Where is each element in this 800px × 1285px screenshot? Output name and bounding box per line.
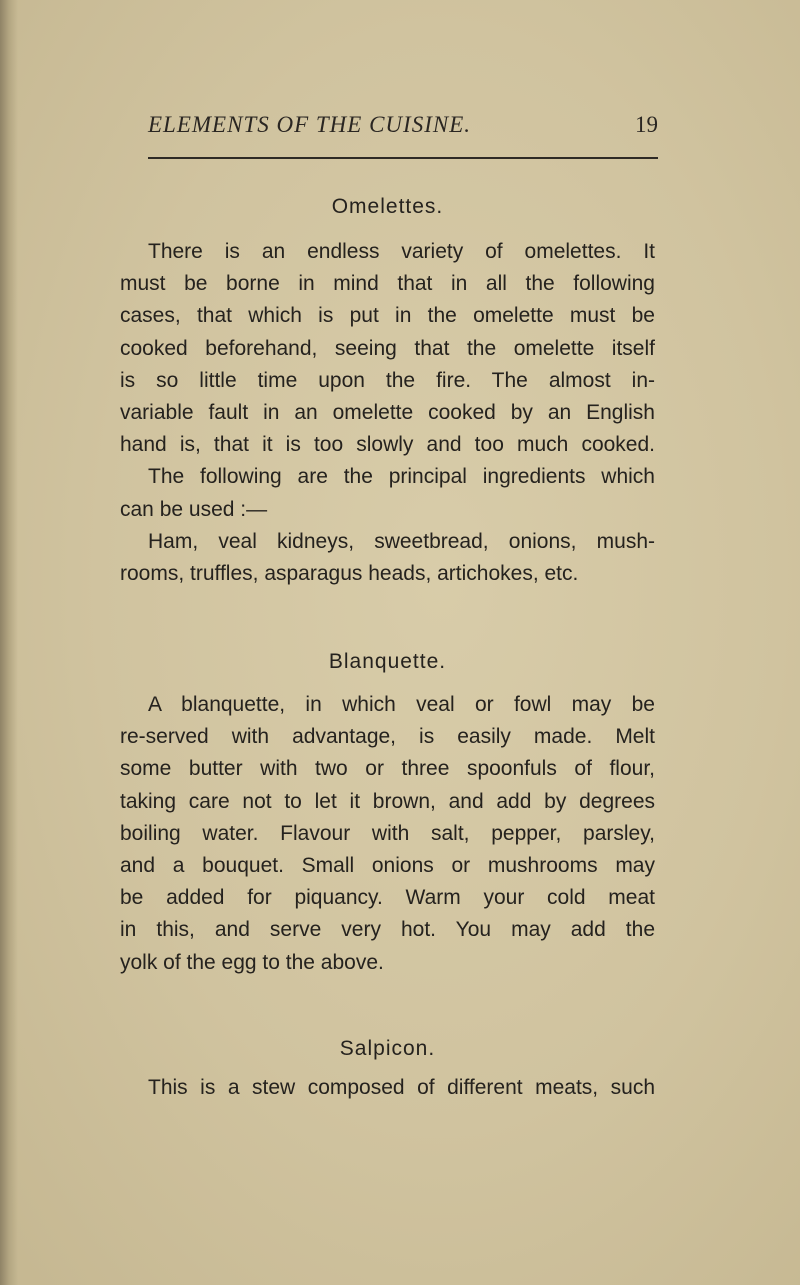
section-heading: Salpicon. xyxy=(339,1037,436,1060)
section-heading: Omelettes. xyxy=(331,195,444,218)
text-line: variable fault in an omelette cooked by an English xyxy=(120,401,655,425)
text-line: rooms, truffles, asparagus heads, artichokes, etc. xyxy=(120,562,579,586)
section-heading: Blanquette. xyxy=(328,650,447,673)
text-line: in this, and serve very hot. You may add the xyxy=(120,918,655,942)
spine-shadow xyxy=(0,0,18,1285)
salpicon-text xyxy=(120,1072,655,1104)
text-line: There is an endless variety of omelettes. It xyxy=(148,240,655,263)
text-line: boiling water. Flavour with salt, pepper, parsley, xyxy=(120,821,655,845)
section-blanquette xyxy=(120,646,655,678)
text-line: taking care not to let it brown, and add by degrees xyxy=(120,789,655,813)
text-line: cooked beforehand, seeing that the omelette itself xyxy=(120,336,655,360)
section-omelettes xyxy=(120,191,655,223)
blanquette-text xyxy=(120,689,655,979)
section-salpicon xyxy=(120,1033,655,1065)
text-line: yolk of the egg to the above. xyxy=(120,950,384,974)
text-line: cases, that which is put in the omelette must be xyxy=(120,304,655,328)
running-head-title: ELEMENTS OF THE CUISINE. xyxy=(148,112,471,137)
header-rule xyxy=(148,157,658,159)
running-head xyxy=(148,112,658,148)
text-line: be added for piquancy. Warm your cold meat xyxy=(120,886,655,910)
text-line: must be borne in mind that in all the following xyxy=(120,272,655,296)
text-line: re-served with advantage, is easily made. Melt xyxy=(120,725,655,749)
text-line: A blanquette, in which veal or fowl may be xyxy=(148,693,655,716)
text-line: is so little time upon the fire. The almost in- xyxy=(120,368,655,392)
text-line: some butter with two or three spoonfuls of flour, xyxy=(120,757,655,781)
text-line: The following are the principal ingredients which xyxy=(148,465,655,489)
text-line: Ham, veal kidneys, sweetbread, onions, mush- xyxy=(148,529,655,553)
text-line: can be used :— xyxy=(120,497,268,521)
text-line: and a bouquet. Small onions or mushrooms may xyxy=(120,854,655,878)
text-line: This is a stew composed of different meats, such xyxy=(148,1076,655,1099)
text-line: hand is, that it is too slowly and too much cooked. xyxy=(120,433,655,457)
page-number: 19 xyxy=(635,112,658,137)
omelettes-text xyxy=(120,236,655,590)
